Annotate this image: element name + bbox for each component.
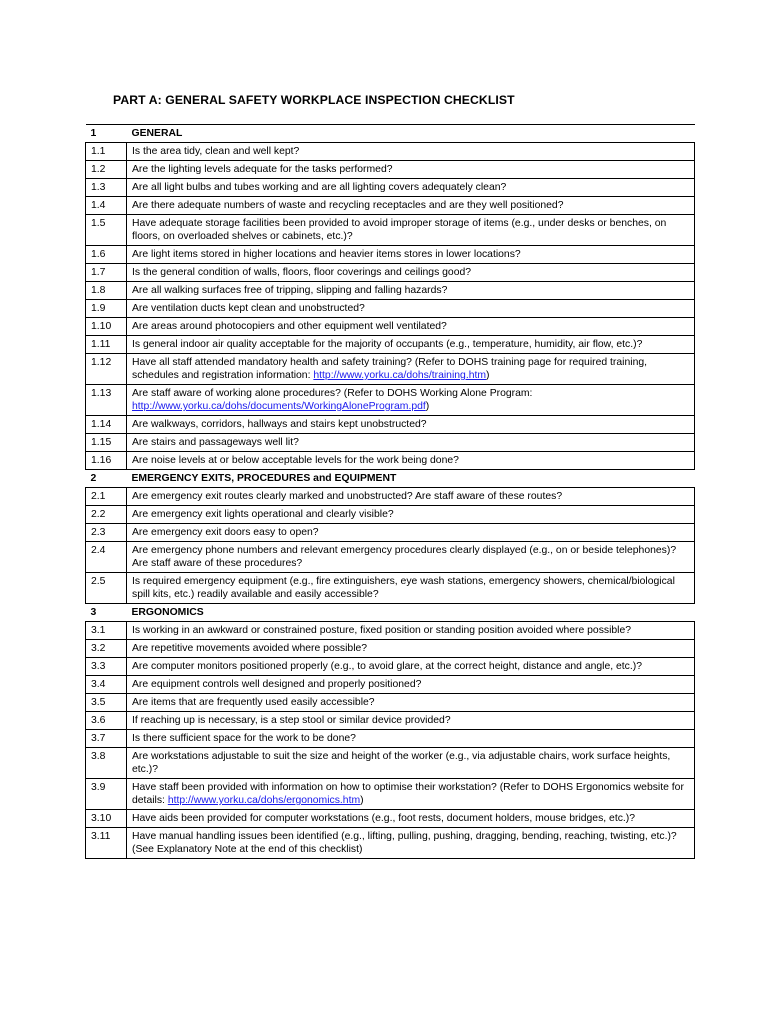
item-number: 1.11 xyxy=(86,336,127,354)
item-number: 2.1 xyxy=(86,488,127,506)
checklist-row xyxy=(86,215,695,246)
item-number: 1.16 xyxy=(86,452,127,470)
section-number: 1 xyxy=(86,125,127,143)
checklist-row xyxy=(86,748,695,779)
checklist-row xyxy=(86,336,695,354)
checklist-row xyxy=(86,810,695,828)
item-question xyxy=(127,828,695,859)
checklist-row xyxy=(86,573,695,604)
reference-link[interactable]: http://www.yorku.ca/dohs/training.htm xyxy=(313,370,487,381)
item-question xyxy=(127,416,695,434)
question-text: Are areas around photocopiers and other equipment well ventilated? xyxy=(132,321,447,332)
item-number: 1.6 xyxy=(86,246,127,264)
item-question xyxy=(127,542,695,573)
checklist-row xyxy=(86,197,695,215)
item-question xyxy=(127,246,695,264)
item-number: 1.7 xyxy=(86,264,127,282)
question-text: Are all walking surfaces free of tripping, slipping and falling hazards? xyxy=(132,285,448,296)
section-header-row xyxy=(86,470,695,488)
checklist-row xyxy=(86,658,695,676)
item-question xyxy=(127,264,695,282)
item-question xyxy=(127,622,695,640)
item-question xyxy=(127,676,695,694)
item-question xyxy=(127,488,695,506)
checklist-row xyxy=(86,712,695,730)
question-text: Are ventilation ducts kept clean and unobstructed? xyxy=(132,303,365,314)
question-text: Are workstations adjustable to suit the size and height of the worker (e.g., via adjustable chairs, work surface heights, etc.)? xyxy=(132,751,671,775)
question-text: Have aids been provided for computer workstations (e.g., foot rests, document holders, mouse bridges, etc.)? xyxy=(132,813,636,824)
checklist-row xyxy=(86,246,695,264)
checklist-row xyxy=(86,622,695,640)
checklist-row xyxy=(86,779,695,810)
item-question xyxy=(127,143,695,161)
question-text: Are equipment controls well designed and properly positioned? xyxy=(132,679,422,690)
question-text: Is the general condition of walls, floors, floor coverings and ceilings good? xyxy=(132,267,472,278)
item-number: 3.3 xyxy=(86,658,127,676)
item-question xyxy=(127,197,695,215)
item-number: 1.10 xyxy=(86,318,127,336)
question-text-end: ) xyxy=(425,401,430,412)
item-number: 3.6 xyxy=(86,712,127,730)
checklist-row xyxy=(86,354,695,385)
item-question xyxy=(127,524,695,542)
checklist-row xyxy=(86,318,695,336)
question-text: Are emergency phone numbers and relevant emergency procedures clearly displayed (e.g., on or beside telephones)? Are staff aware of these procedures? xyxy=(132,545,677,569)
section-heading: ERGONOMICS xyxy=(127,604,695,622)
item-number: 2.2 xyxy=(86,506,127,524)
item-question xyxy=(127,434,695,452)
question-text: Have staff been provided with information on how to optimise their workstation? (Refer to DOHS Ergonomics website for details: xyxy=(132,782,684,806)
checklist-row xyxy=(86,452,695,470)
item-number: 2.5 xyxy=(86,573,127,604)
item-question xyxy=(127,215,695,246)
checklist-row xyxy=(86,506,695,524)
item-question xyxy=(127,385,695,416)
checklist-row xyxy=(86,542,695,573)
page-title: PART A: GENERAL SAFETY WORKPLACE INSPECTION CHECKLIST xyxy=(113,93,515,107)
item-question xyxy=(127,694,695,712)
checklist-row xyxy=(86,143,695,161)
question-text: Is there sufficient space for the work to be done? xyxy=(132,733,356,744)
checklist-row xyxy=(86,828,695,859)
item-number: 1.2 xyxy=(86,161,127,179)
item-question xyxy=(127,748,695,779)
item-number: 1.9 xyxy=(86,300,127,318)
question-text: Are repetitive movements avoided where possible? xyxy=(132,643,368,654)
section-number: 2 xyxy=(86,470,127,488)
question-text: Are items that are frequently used easily accessible? xyxy=(132,697,375,708)
item-question xyxy=(127,300,695,318)
question-text: Is general indoor air quality acceptable for the majority of occupants (e.g., temperature, humidity, air flow, etc.)? xyxy=(132,339,643,350)
item-question xyxy=(127,506,695,524)
reference-link[interactable]: http://www.yorku.ca/dohs/ergonomics.htm xyxy=(167,795,361,806)
checklist-row xyxy=(86,676,695,694)
section-heading: EMERGENCY EXITS, PROCEDURES and EQUIPMENT xyxy=(127,470,695,488)
section-number: 3 xyxy=(86,604,127,622)
section-header-row xyxy=(86,604,695,622)
question-text: Are emergency exit lights operational and clearly visible? xyxy=(132,509,394,520)
question-text: Is the area tidy, clean and well kept? xyxy=(132,146,300,157)
item-number: 3.4 xyxy=(86,676,127,694)
question-text-end: ) xyxy=(486,370,490,381)
question-text: Are the lighting levels adequate for the tasks performed? xyxy=(132,164,393,175)
item-number: 1.5 xyxy=(86,215,127,246)
checklist-row xyxy=(86,161,695,179)
checklist-row xyxy=(86,264,695,282)
checklist-row xyxy=(86,730,695,748)
question-text: Are all light bulbs and tubes working and are all lighting covers adequately clean? xyxy=(132,182,507,193)
item-number: 3.8 xyxy=(86,748,127,779)
checklist-row xyxy=(86,524,695,542)
item-number: 3.9 xyxy=(86,779,127,810)
item-question xyxy=(127,779,695,810)
item-number: 3.7 xyxy=(86,730,127,748)
question-text: Are noise levels at or below acceptable levels for the work being done? xyxy=(132,455,459,466)
question-text: Are computer monitors positioned properly (e.g., to avoid glare, at the correct height, distance and angle, etc.)? xyxy=(132,661,642,672)
question-text: Are there adequate numbers of waste and recycling receptacles and are they well positioned? xyxy=(132,200,564,211)
item-question xyxy=(127,336,695,354)
item-number: 3.2 xyxy=(86,640,127,658)
item-number: 3.11 xyxy=(86,828,127,859)
question-text: Are walkways, corridors, hallways and stairs kept unobstructed? xyxy=(132,419,427,430)
item-question xyxy=(127,282,695,300)
checklist-row xyxy=(86,694,695,712)
question-text: Have all staff attended mandatory health and safety training? (Refer to DOHS training page for required training, schedules and registration information: xyxy=(132,357,648,381)
question-text: Have adequate storage facilities been provided to avoid improper storage of items (e.g., under desks or benches, on floors, on overloaded shelves or cabinets, etc.)? xyxy=(132,218,667,242)
checklist-row xyxy=(86,385,695,416)
item-number: 1.3 xyxy=(86,179,127,197)
item-question xyxy=(127,730,695,748)
question-text: Have manual handling issues been identified (e.g., lifting, pulling, pushing, dragging, bending, reaching, twisting, etc.)? (See Explanatory Note at the end of this checklist) xyxy=(132,831,677,855)
checklist-row xyxy=(86,416,695,434)
section-heading: GENERAL xyxy=(127,125,695,143)
question-text: If reaching up is necessary, is a step stool or similar device provided? xyxy=(132,715,451,726)
question-text-end: ) xyxy=(360,795,364,806)
checklist-table xyxy=(85,124,695,859)
question-text: Are emergency exit doors easy to open? xyxy=(132,527,319,538)
item-question xyxy=(127,452,695,470)
item-question xyxy=(127,318,695,336)
checklist-row xyxy=(86,640,695,658)
item-number: 1.8 xyxy=(86,282,127,300)
section-header-row xyxy=(86,125,695,143)
checklist-row xyxy=(86,282,695,300)
item-question xyxy=(127,712,695,730)
item-number: 1.15 xyxy=(86,434,127,452)
item-number: 2.4 xyxy=(86,542,127,573)
item-question xyxy=(127,161,695,179)
checklist-row xyxy=(86,300,695,318)
item-number: 1.14 xyxy=(86,416,127,434)
item-number: 1.12 xyxy=(86,354,127,385)
question-text: Is required emergency equipment (e.g., fire extinguishers, eye wash stations, emergency showers, chemical/biological spill kits, etc.) readily available and easily accessible? xyxy=(132,576,675,600)
item-question xyxy=(127,658,695,676)
checklist-row xyxy=(86,488,695,506)
item-number: 3.1 xyxy=(86,622,127,640)
item-number: 1.4 xyxy=(86,197,127,215)
item-question xyxy=(127,640,695,658)
question-text: Are stairs and passageways well lit? xyxy=(132,437,299,448)
reference-link[interactable]: http://www.yorku.ca/dohs/documents/WorkingAloneProgram.pdf xyxy=(132,401,426,412)
item-number: 1.13 xyxy=(86,385,127,416)
checklist-row xyxy=(86,434,695,452)
item-question xyxy=(127,810,695,828)
question-text: Are light items stored in higher locations and heavier items stores in lower locations? xyxy=(132,249,521,260)
item-question xyxy=(127,179,695,197)
item-number: 3.5 xyxy=(86,694,127,712)
item-question xyxy=(127,573,695,604)
question-text: Is working in an awkward or constrained posture, fixed position or standing position avoided where possible? xyxy=(132,625,632,636)
item-question xyxy=(127,354,695,385)
item-number: 3.10 xyxy=(86,810,127,828)
checklist-row xyxy=(86,179,695,197)
item-number: 2.3 xyxy=(86,524,127,542)
item-number: 1.1 xyxy=(86,143,127,161)
question-text: Are staff aware of working alone procedures? (Refer to DOHS Working Alone Program: xyxy=(132,388,533,399)
question-text: Are emergency exit routes clearly marked and unobstructed? Are staff aware of these routes? xyxy=(132,491,563,502)
